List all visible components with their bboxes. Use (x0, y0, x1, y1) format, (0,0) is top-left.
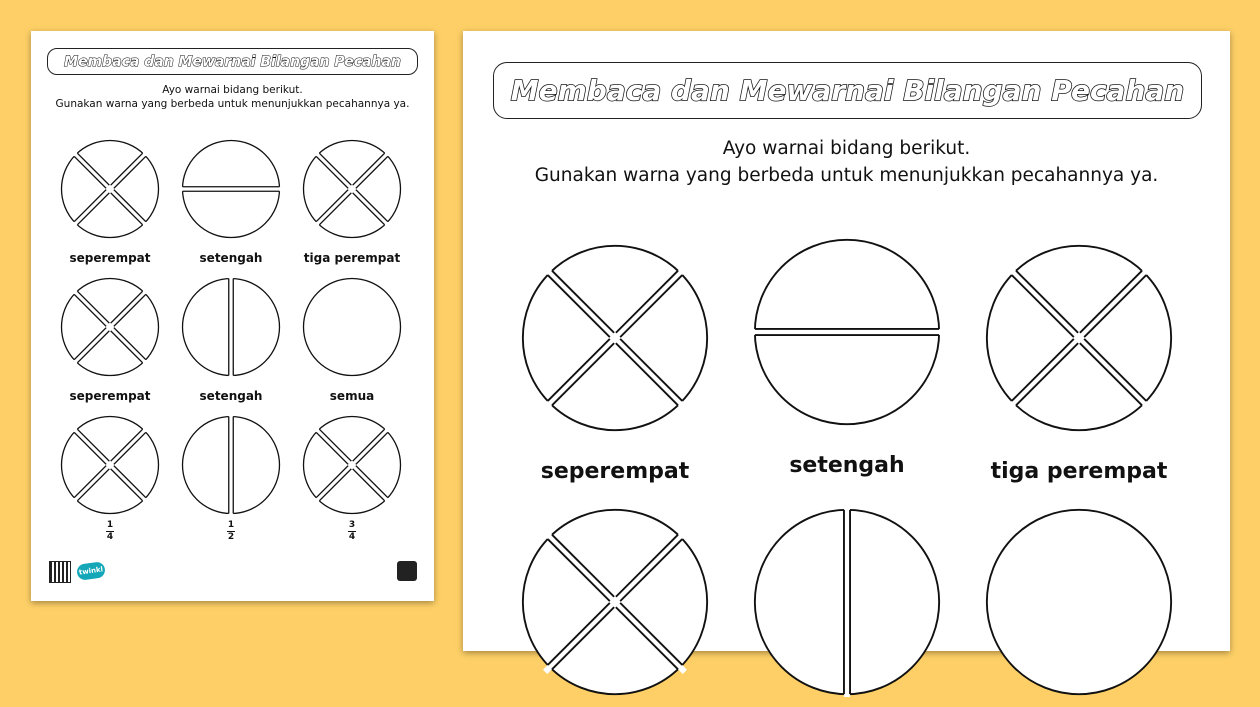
circle-whole (984, 507, 1174, 707)
worksheet-footer (46, 561, 419, 583)
fraction-denominator: 4 (348, 532, 356, 542)
fraction-numerator: 1 (106, 520, 114, 530)
fraction-numeral (181, 521, 281, 542)
instruction-line-1: Ayo warnai bidang berikut. (722, 138, 971, 159)
worksheet-title: Membaca dan Mewarnai Bilangan Pecahan (64, 53, 401, 70)
circle-drawing (302, 277, 402, 377)
fraction-denominator: 4 (106, 532, 114, 542)
circle-drawing (60, 277, 160, 377)
fraction-label: seperempat (540, 459, 690, 484)
fraction-numerator: 1 (227, 520, 235, 530)
fraction-label: semua (329, 389, 375, 403)
circle-drawing (984, 243, 1174, 433)
circle-halves-horizontal (181, 139, 281, 265)
circle-quarters (984, 243, 1174, 484)
circle-drawing (752, 237, 942, 427)
circle-quarters (60, 139, 160, 265)
worksheet-title-box (493, 62, 1202, 119)
fraction-label: tiga perempat (303, 251, 401, 265)
circle-drawing (302, 139, 402, 239)
circle-quarters (520, 507, 710, 707)
instruction-line-1: Ayo warnai bidang berikut. (162, 84, 303, 96)
fraction-label: seperempat (69, 251, 151, 265)
worksheet-thumbnail (31, 31, 434, 601)
circle-quarters (60, 415, 160, 542)
fraction-numerator: 3 (348, 520, 356, 530)
circle-quarters (520, 243, 710, 484)
circle-drawing (60, 139, 160, 239)
circle-drawing (752, 507, 942, 697)
instruction-line-2: Gunakan warna yang berbeda untuk menunjukkan pecahannya ya. (534, 165, 1159, 186)
circle-drawing (302, 415, 402, 515)
worksheet-title: Membaca dan Mewarnai Bilangan Pecahan (510, 74, 1185, 107)
instruction-line-2: Gunakan warna yang berbeda untuk menunjukkan pecahannya ya. (55, 98, 410, 110)
badge-icon (397, 561, 417, 581)
fraction-label: setengah (789, 453, 905, 478)
fraction-label: seperempat (69, 389, 151, 403)
fraction-label: tiga perempat (990, 459, 1168, 484)
circle-halves-vertical (752, 507, 942, 707)
circle-drawing (181, 277, 281, 377)
fraction-numeral (302, 521, 402, 542)
circle-halves-horizontal (752, 237, 942, 478)
circle-quarters (60, 277, 160, 403)
fraction-label: setengah (199, 251, 263, 265)
circle-drawing (181, 139, 281, 239)
fraction-denominator: 2 (227, 532, 235, 542)
circle-whole (302, 277, 402, 403)
circle-halves-vertical (181, 277, 281, 403)
circle-drawing (181, 415, 281, 515)
circle-drawing (60, 415, 160, 515)
worksheet-enlarged (463, 31, 1230, 651)
fraction-numeral (60, 521, 160, 542)
worksheet-title-box (47, 48, 418, 75)
circle-quarters (302, 415, 402, 542)
fraction-label: setengah (199, 389, 263, 403)
circle-drawing (520, 507, 710, 697)
circle-drawing (984, 507, 1174, 697)
qr-code-icon (49, 561, 71, 583)
circle-halves-vertical (181, 415, 281, 542)
circle-quarters (302, 139, 402, 265)
brand-logo: twinkl (76, 561, 106, 581)
circle-drawing (520, 243, 710, 433)
